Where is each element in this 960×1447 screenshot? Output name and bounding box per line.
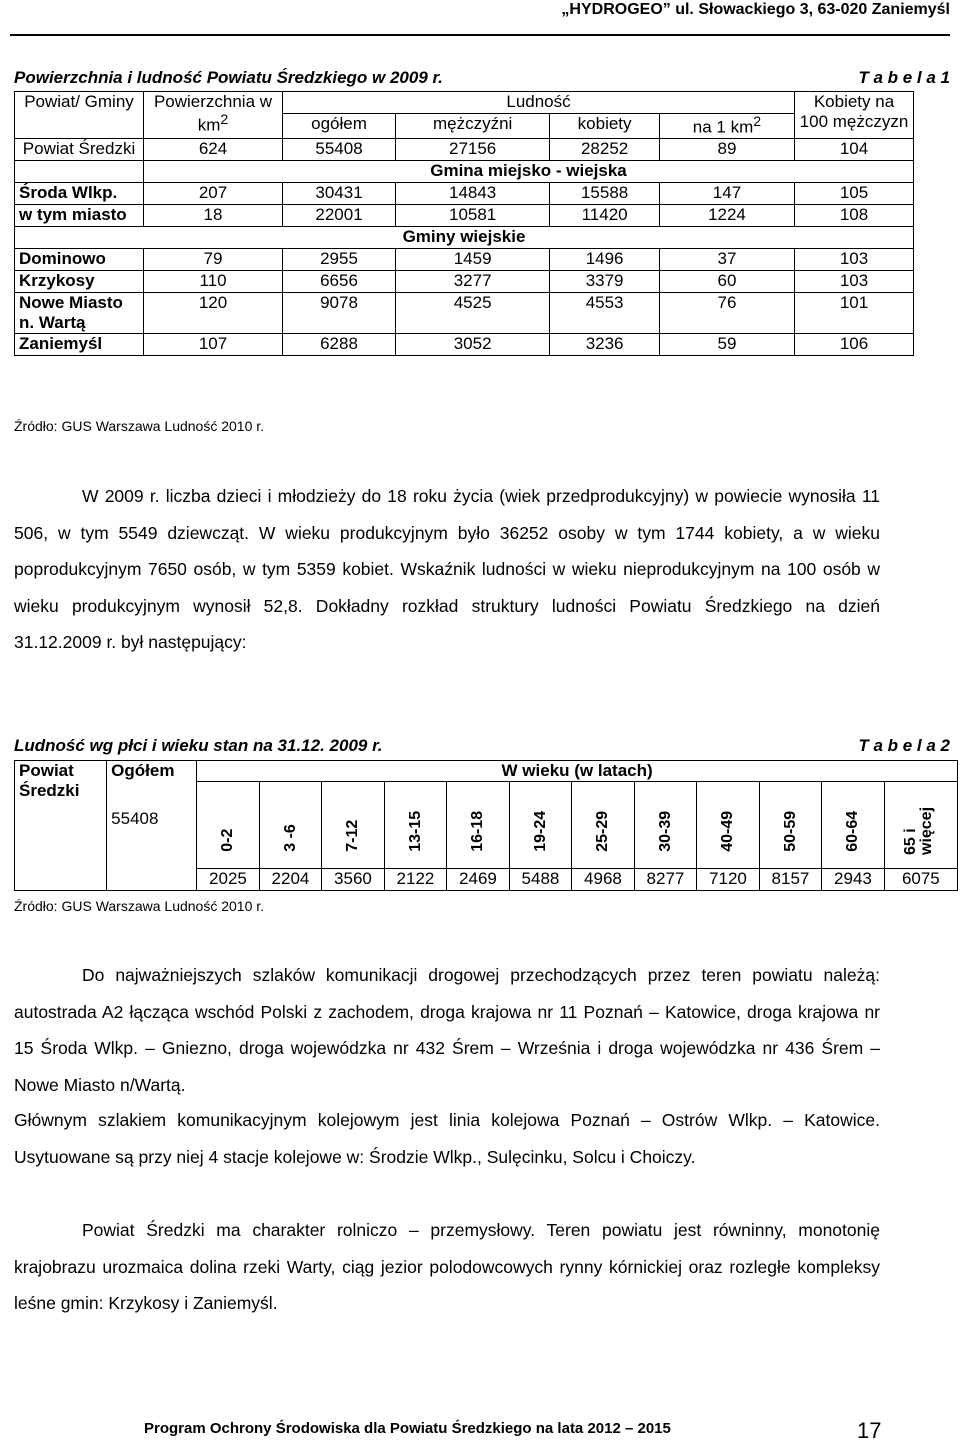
table1-label: T a b e l a 1 (858, 68, 950, 87)
t1-cell: 104 (795, 138, 914, 160)
t1-cell: 10581 (396, 204, 550, 226)
t1-row-name: w tym miasto (15, 204, 144, 226)
paragraph-2: Do najważniejszych szlaków komunikacji drogowej przechodzących przez teren powiatu należą: autostrada A2 łącząca wschód Polski z zachodem, droga krajowa nr 11 Poznań – Katowice, droga krajowa nr 15 Środa Wlkp. – Gniezno, droga wojewódzka nr 432 Śrem – Września i droga wojewódzka nr 436 Śrem – Nowe Miasto n/Wartą. (14, 965, 880, 1095)
t1-row-name: Krzykosy (15, 270, 144, 292)
t1-cell: 108 (795, 204, 914, 226)
t2-cell: 2025 (197, 869, 260, 891)
page-number: 17 (857, 1418, 882, 1443)
t1-cell: 3277 (396, 270, 550, 292)
table2-source: Źródło: GUS Warszawa Ludność 2010 r. (14, 898, 265, 914)
t2-cell: 4968 (572, 869, 635, 891)
t1-cell: 1459 (396, 248, 550, 270)
paragraph-3: Głównym szlakiem komunikacyjnym kolejowym jest linia kolejowa Poznań – Ostrów Wlkp. – Katowice. Usytuowane są przy niej 4 stacje kolejowe w: Środzie Wlkp., Sulęcinku, Solcu i Choiczy. (14, 1110, 880, 1167)
t2-age: 30-39 (634, 782, 697, 869)
t1-cell: 6656 (283, 270, 396, 292)
t1-row-name: Zaniemyśl (15, 333, 144, 355)
t1-cell: 624 (144, 138, 283, 160)
t2-age: 25-29 (572, 782, 635, 869)
t2-cell: 6075 (884, 869, 957, 891)
table1-title: Powierzchnia i ludność Powiatu Średzkiego w 2009 r. (14, 68, 443, 87)
t2-cell: 8277 (634, 869, 697, 891)
t1-row-name: Środa Wlkp. (15, 182, 144, 204)
t1-cell: 11420 (550, 204, 660, 226)
t1-cell: 4553 (550, 292, 660, 333)
t1-row-name: Nowe Miasto n. Wartą (15, 292, 144, 333)
t2-age: 19-24 (509, 782, 572, 869)
t1-cell: 9078 (283, 292, 396, 333)
table2-label: T a b e l a 2 (858, 736, 950, 755)
t1-cell: 103 (795, 270, 914, 292)
t1-cell: 60 (659, 270, 794, 292)
t1-cell: 207 (144, 182, 283, 204)
paragraph-4: Powiat Średzki ma charakter rolniczo – przemysłowy. Teren powiatu jest równinny, monotonię krajobrazu urozmaica dolina rzeki Warty, ciąg jezior polodowcowych rynny kórnickiej oraz rozległe kompleksy leśne gmin: Krzykosy i Zaniemyśl. (14, 1220, 880, 1313)
t1-head-mezczyzni: mężczyźni (396, 114, 550, 139)
t1-cell: 89 (659, 138, 794, 160)
t1-cell: 76 (659, 292, 794, 333)
t2-age: 65 i więcej (884, 782, 957, 869)
table1 (14, 91, 914, 356)
t2-age: 16-18 (447, 782, 510, 869)
t1-cell: 14843 (396, 182, 550, 204)
t2-wieku: W wieku (w latach) (197, 761, 958, 782)
t1-head-kobiety2: kobiety (550, 114, 660, 139)
t2-age: 40-49 (697, 782, 760, 869)
t2-cell: 8157 (759, 869, 822, 891)
t1-cell: 120 (144, 292, 283, 333)
t1-cell: 2955 (283, 248, 396, 270)
t1-cell: 27156 (396, 138, 550, 160)
t1-cell: 1496 (550, 248, 660, 270)
t1-cell: 22001 (283, 204, 396, 226)
t2-cell: 3560 (322, 869, 385, 891)
t1-head-area: Powierzchnia w $km^2$ (144, 92, 283, 139)
t1-cell: 30431 (283, 182, 396, 204)
t1-cell: 18 (144, 204, 283, 226)
t1-head-ludnosc: Ludność (283, 92, 795, 114)
t1-cell: 79 (144, 248, 283, 270)
t1-cell: 105 (795, 182, 914, 204)
t2-age: 3 -6 (259, 782, 322, 869)
t2-age: 60-64 (822, 782, 885, 869)
t1-cell: 101 (795, 292, 914, 333)
t1-cell: 15588 (550, 182, 660, 204)
t1-cell: 1224 (659, 204, 794, 226)
t1-cell: 147 (659, 182, 794, 204)
t2-age: 7-12 (322, 782, 385, 869)
page-header: „HYDROGEO” ul. Słowackiego 3, 63-020 Zaniemyśl (10, 0, 950, 36)
t2-cell: 2469 (447, 869, 510, 891)
t2-age: 13-15 (384, 782, 447, 869)
t2-col2: Ogółem (107, 761, 197, 869)
t1-cell: 110 (144, 270, 283, 292)
t2-cell: 2122 (384, 869, 447, 891)
t1-powiat: Powiat Średzki (15, 138, 144, 160)
paragraph-1: W 2009 r. liczba dzieci i młodzieży do 18 roku życia (wiek przedprodukcyjny) w powiecie wynosiła 11 506, w tym 5549 dziewcząt. W wieku produkcyjnym było 36252 osoby w tym 1744 kobiety, a w wieku poprodukcyjnym 7650 osób, w tym 5359 kobiet. Wskaźnik ludności w wieku nieprodukcyjnym na 100 osób w wieku produkcyjnym wynosił 52,8. Dokładny rozkład struktury ludności Powiatu Średzkiego na dzień 31.12.2009 r. był następujący: (14, 486, 880, 652)
table2 (14, 760, 958, 891)
t1-section1: Gmina miejsko - wiejska (144, 160, 914, 182)
t1-cell: 59 (659, 333, 794, 355)
t1-row-name: Dominowo (15, 248, 144, 270)
t1-cell: 28252 (550, 138, 660, 160)
t1-cell: 103 (795, 248, 914, 270)
t1-cell: 3236 (550, 333, 660, 355)
t2-cell: 7120 (697, 869, 760, 891)
table2-title: Ludność wg płci i wieku stan na 31.12. 2009 r. (14, 736, 383, 755)
t1-section2: Gminy wiejskie (15, 226, 914, 248)
page-footer: Program Ochrony Środowiska dla Powiatu Średzkiego na lata 2012 – 2015 (144, 1420, 671, 1437)
t1-cell: 3052 (396, 333, 550, 355)
t2-age: 0-2 (197, 782, 260, 869)
table1-source: Źródło: GUS Warszawa Ludność 2010 r. (14, 418, 265, 434)
t1-head-na1km: na 1 $km^2$ (659, 114, 794, 139)
t1-cell: 106 (795, 333, 914, 355)
t1-cell: 37 (659, 248, 794, 270)
table1-caption (14, 68, 950, 88)
t1-head-col1: Powiat/ Gminy (15, 92, 144, 139)
t2-cell: 2204 (259, 869, 322, 891)
t1-cell: 55408 (283, 138, 396, 160)
t2-total: 55408 (107, 869, 197, 891)
table2-caption (14, 736, 950, 756)
t1-cell: 4525 (396, 292, 550, 333)
t2-cell: 5488 (509, 869, 572, 891)
t2-col1: Powiat Średzki (15, 761, 107, 891)
t2-cell: 2943 (822, 869, 885, 891)
t1-head-kobiety: Kobiety na 100 mężczyzn (795, 92, 914, 139)
t2-age: 50-59 (759, 782, 822, 869)
t1-cell: 6288 (283, 333, 396, 355)
t1-cell: 3379 (550, 270, 660, 292)
t1-cell: 107 (144, 333, 283, 355)
t1-head-ogolem: ogółem (283, 114, 396, 139)
